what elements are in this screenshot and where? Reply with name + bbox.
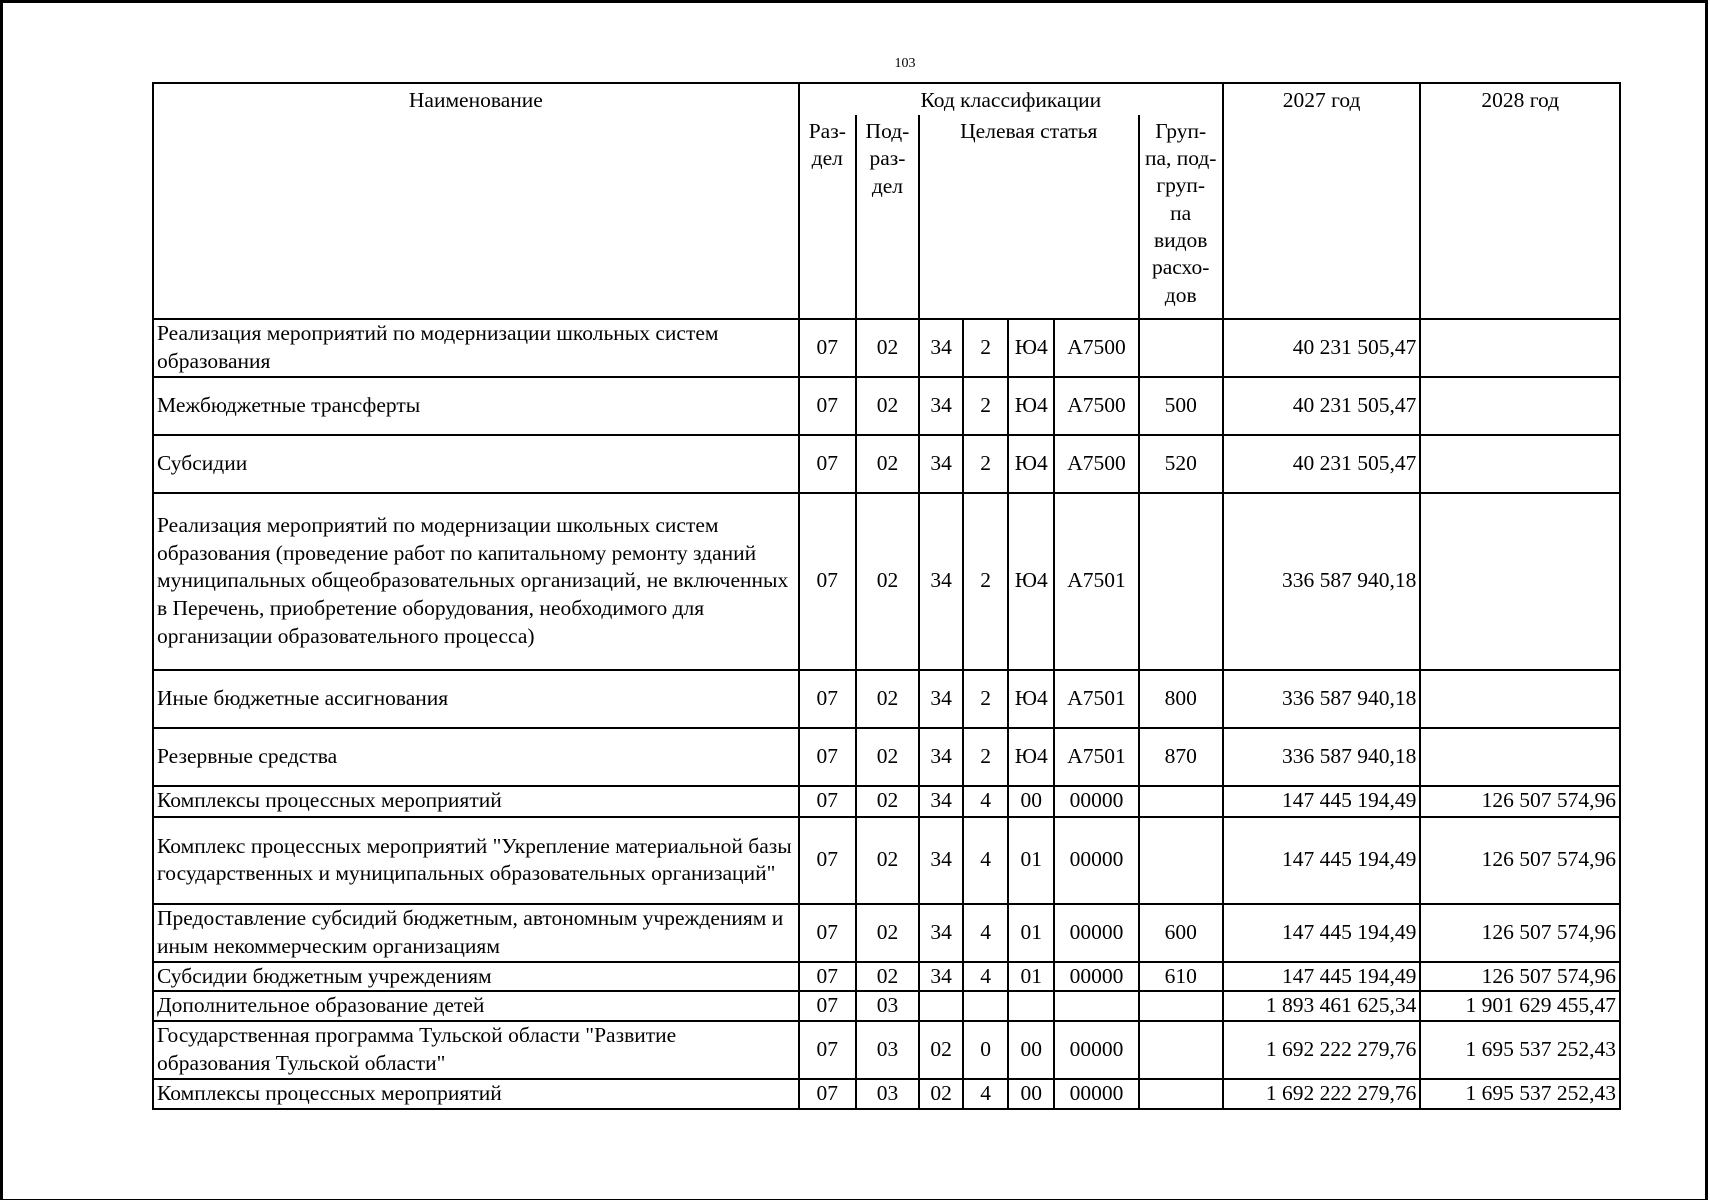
table-row: [153, 670, 1620, 728]
row-target-direction: А7500: [1054, 319, 1138, 377]
row-target-program: 34: [919, 786, 963, 817]
row-target-program: 02: [919, 1079, 963, 1109]
row-target-direction: 00000: [1054, 817, 1138, 904]
header-year-2028: 2028 год: [1420, 83, 1620, 319]
row-target-structural: 00: [1008, 1079, 1054, 1109]
table-row: [153, 377, 1620, 435]
row-amount-2027: 147 445 194,49: [1223, 817, 1421, 904]
header-section: Раз- дел: [799, 115, 856, 319]
row-amount-2027: 147 445 194,49: [1223, 904, 1421, 962]
row-target-direction: 00000: [1054, 786, 1138, 817]
row-expense-group: 800: [1139, 670, 1223, 728]
row-target-program: 34: [919, 493, 963, 670]
header-name: Наименование: [153, 83, 799, 319]
row-target-direction: А7500: [1054, 435, 1138, 493]
page-number: 103: [894, 56, 916, 71]
row-name: Субсидии бюджетным учреждениям: [153, 962, 799, 992]
row-name: Субсидии: [153, 435, 799, 493]
row-amount-2028: 1 695 537 252,43: [1420, 1079, 1620, 1109]
table-row: [153, 493, 1620, 670]
row-target-direction: 00000: [1054, 1079, 1138, 1109]
row-name: Реализация мероприятий по модернизации школьных систем образования: [153, 319, 799, 377]
row-expense-group: 520: [1139, 435, 1223, 493]
row-amount-2027: 1 692 222 279,76: [1223, 1021, 1421, 1079]
row-amount-2028: 126 507 574,96: [1420, 904, 1620, 962]
row-expense-group: [1139, 493, 1223, 670]
row-expense-group: 870: [1139, 728, 1223, 786]
row-target-direction: А7501: [1054, 728, 1138, 786]
row-amount-2028: [1420, 435, 1620, 493]
row-name: Реализация мероприятий по модернизации школьных систем образования (проведение работ по капитальному ремонту зданий муниципальных общеобразовательных организаций, не включенных в Перечень, приобретение оборудования, необходимого для организации образовательного процесса): [153, 493, 799, 670]
row-expense-group: [1139, 1079, 1223, 1109]
row-target-structural: [1008, 991, 1054, 1021]
row-section: 07: [799, 817, 856, 904]
row-target-type: 0: [963, 1021, 1008, 1079]
row-target-direction: А7500: [1054, 377, 1138, 435]
row-target-program: 02: [919, 1021, 963, 1079]
row-subsection: 02: [856, 377, 919, 435]
table-row: [153, 1021, 1620, 1079]
row-target-structural: Ю4: [1008, 435, 1054, 493]
row-amount-2028: 126 507 574,96: [1420, 962, 1620, 992]
row-amount-2028: [1420, 319, 1620, 377]
row-amount-2027: 336 587 940,18: [1223, 728, 1421, 786]
row-subsection: 02: [856, 817, 919, 904]
row-target-structural: Ю4: [1008, 377, 1054, 435]
row-subsection: 03: [856, 1079, 919, 1109]
row-target-structural: Ю4: [1008, 670, 1054, 728]
row-amount-2027: 147 445 194,49: [1223, 962, 1421, 992]
row-expense-group: [1139, 319, 1223, 377]
row-amount-2027: 336 587 940,18: [1223, 670, 1421, 728]
row-expense-group: 500: [1139, 377, 1223, 435]
row-target-type: 2: [963, 728, 1008, 786]
header-row-1: [153, 83, 1620, 115]
table-row: [153, 904, 1620, 962]
row-expense-group: [1139, 991, 1223, 1021]
row-amount-2028: 1 695 537 252,43: [1420, 1021, 1620, 1079]
row-expense-group: [1139, 817, 1223, 904]
row-expense-group: [1139, 786, 1223, 817]
row-name: Дополнительное образование детей: [153, 991, 799, 1021]
row-target-program: [919, 991, 963, 1021]
row-amount-2028: 126 507 574,96: [1420, 817, 1620, 904]
header-subsection: Под- раз- дел: [856, 115, 919, 319]
row-section: 07: [799, 786, 856, 817]
row-target-program: 34: [919, 670, 963, 728]
row-target-direction: А7501: [1054, 493, 1138, 670]
row-target-type: 2: [963, 435, 1008, 493]
row-target-structural: 00: [1008, 1021, 1054, 1079]
row-section: 07: [799, 1079, 856, 1109]
row-name: Предоставление субсидий бюджетным, автономным учреждениям и иным некоммерческим организациям: [153, 904, 799, 962]
table-row: [153, 991, 1620, 1021]
row-amount-2028: [1420, 728, 1620, 786]
row-name: Межбюджетные трансферты: [153, 377, 799, 435]
row-section: 07: [799, 377, 856, 435]
row-target-structural: Ю4: [1008, 493, 1054, 670]
row-target-program: 34: [919, 728, 963, 786]
row-target-type: [963, 991, 1008, 1021]
row-target-type: 2: [963, 670, 1008, 728]
row-amount-2028: 1 901 629 455,47: [1420, 991, 1620, 1021]
row-target-structural: 01: [1008, 817, 1054, 904]
row-target-type: 4: [963, 1079, 1008, 1109]
row-name: Резервные средства: [153, 728, 799, 786]
row-amount-2027: 147 445 194,49: [1223, 786, 1421, 817]
row-subsection: 03: [856, 1021, 919, 1079]
row-name: Государственная программа Тульской области "Развитие образования Тульской области": [153, 1021, 799, 1079]
row-amount-2028: [1420, 493, 1620, 670]
row-section: 07: [799, 319, 856, 377]
row-subsection: 03: [856, 991, 919, 1021]
row-target-structural: Ю4: [1008, 728, 1054, 786]
row-amount-2027: 40 231 505,47: [1223, 319, 1421, 377]
row-amount-2027: 1 893 461 625,34: [1223, 991, 1421, 1021]
row-target-type: 2: [963, 377, 1008, 435]
row-expense-group: 600: [1139, 904, 1223, 962]
row-expense-group: [1139, 1021, 1223, 1079]
row-target-program: 34: [919, 319, 963, 377]
row-name: Иные бюджетные ассигнования: [153, 670, 799, 728]
row-target-program: 34: [919, 962, 963, 992]
row-section: 07: [799, 904, 856, 962]
row-subsection: 02: [856, 435, 919, 493]
table-row: [153, 435, 1620, 493]
row-name: Комплексы процессных мероприятий: [153, 786, 799, 817]
row-target-program: 34: [919, 904, 963, 962]
table-row: [153, 728, 1620, 786]
row-section: 07: [799, 962, 856, 992]
row-amount-2027: 336 587 940,18: [1223, 493, 1421, 670]
row-target-structural: 01: [1008, 962, 1054, 992]
row-target-type: 4: [963, 817, 1008, 904]
row-section: 07: [799, 1021, 856, 1079]
row-target-direction: [1054, 991, 1138, 1021]
row-amount-2028: 126 507 574,96: [1420, 786, 1620, 817]
table-row: [153, 1079, 1620, 1109]
table-row: [153, 786, 1620, 817]
table-row: [153, 817, 1620, 904]
row-target-program: 34: [919, 435, 963, 493]
table-row: [153, 962, 1620, 992]
header-classification-code: Код классификации: [799, 83, 1223, 115]
row-target-type: 4: [963, 904, 1008, 962]
row-name: Комплекс процессных мероприятий "Укрепление материальной базы государственных и муниципальных образовательных организаций": [153, 817, 799, 904]
row-subsection: 02: [856, 904, 919, 962]
row-target-type: 4: [963, 786, 1008, 817]
row-target-direction: 00000: [1054, 1021, 1138, 1079]
table-body: [153, 319, 1620, 1109]
row-target-direction: 00000: [1054, 904, 1138, 962]
row-target-structural: Ю4: [1008, 319, 1054, 377]
row-section: 07: [799, 435, 856, 493]
row-expense-group: 610: [1139, 962, 1223, 992]
table-row: [153, 319, 1620, 377]
row-amount-2027: 40 231 505,47: [1223, 435, 1421, 493]
row-subsection: 02: [856, 786, 919, 817]
row-subsection: 02: [856, 962, 919, 992]
row-target-type: 2: [963, 493, 1008, 670]
row-amount-2027: 1 692 222 279,76: [1223, 1079, 1421, 1109]
row-subsection: 02: [856, 319, 919, 377]
row-target-type: 2: [963, 319, 1008, 377]
row-subsection: 02: [856, 670, 919, 728]
budget-table: [152, 82, 1621, 1110]
row-section: 07: [799, 991, 856, 1021]
row-amount-2028: [1420, 377, 1620, 435]
row-section: 07: [799, 493, 856, 670]
row-amount-2027: 40 231 505,47: [1223, 377, 1421, 435]
row-target-structural: 00: [1008, 786, 1054, 817]
row-target-structural: 01: [1008, 904, 1054, 962]
row-name: Комплексы процессных мероприятий: [153, 1079, 799, 1109]
row-section: 07: [799, 670, 856, 728]
row-subsection: 02: [856, 728, 919, 786]
row-amount-2028: [1420, 670, 1620, 728]
row-subsection: 02: [856, 493, 919, 670]
row-target-type: 4: [963, 962, 1008, 992]
header-target-article: Целевая статья: [919, 115, 1139, 319]
row-target-program: 34: [919, 817, 963, 904]
header-expense-group: Груп- па, под- груп- па видов расхо- дов: [1139, 115, 1223, 319]
row-target-program: 34: [919, 377, 963, 435]
row-target-direction: 00000: [1054, 962, 1138, 992]
row-section: 07: [799, 728, 856, 786]
header-year-2027: 2027 год: [1223, 83, 1421, 319]
row-target-direction: А7501: [1054, 670, 1138, 728]
